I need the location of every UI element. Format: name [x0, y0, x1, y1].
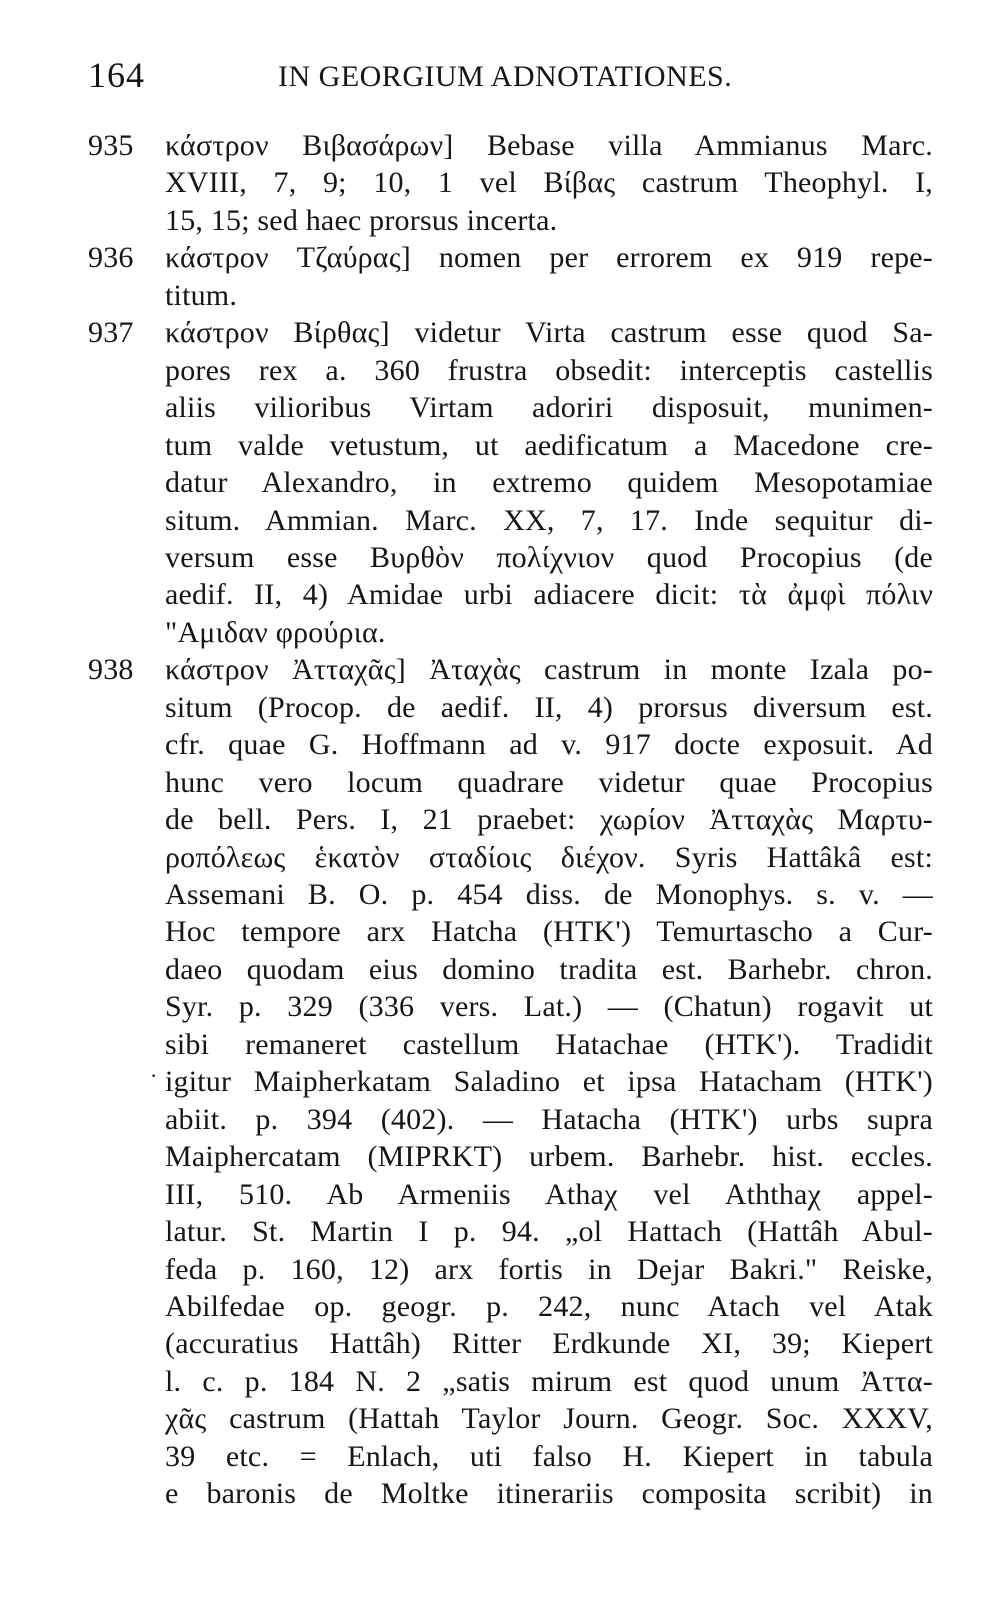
text-line	[165, 800, 933, 840]
entry-number: 935	[88, 129, 134, 162]
text-line	[165, 1175, 933, 1215]
text-line	[165, 763, 933, 803]
page-header	[88, 54, 748, 100]
entry-number: 936	[88, 241, 134, 274]
line-text: tum valde vetustum, ut aedificatum a Macedone cre-	[165, 429, 933, 462]
line-text: hunc vero locum quadrare videtur quae Procopius	[165, 766, 933, 799]
text-line	[165, 538, 933, 578]
line-text: κάστρον Tζαύρας] nomen per errorem ex 919 repe-	[165, 241, 933, 274]
line-text: de bell. Pers. I, 21 praebet: χωρίον Ἀτταχὰς Μαρτυ-	[165, 803, 933, 836]
text-line	[165, 1324, 933, 1364]
line-text: e baronis de Moltke itinerariis composita scribit) in	[165, 1477, 933, 1510]
line-text: Abilfedae op. geogr. p. 242, nunc Atach vel Atak	[165, 1290, 933, 1323]
text-line	[165, 201, 933, 241]
entry-first-line	[88, 650, 933, 690]
line-text: "Αμιδαν φρούρια.	[165, 616, 386, 649]
text-line	[165, 1362, 933, 1402]
line-text: situm (Procop. de aedif. II, 4) prorsus diversum est.	[165, 691, 933, 724]
entry-first-line	[88, 313, 933, 353]
line-text: κάστρον Bίρθας] videtur Virta castrum esse quod Sa-	[165, 316, 933, 349]
text-line	[165, 1137, 933, 1177]
line-text: feda p. 160, 12) arx fortis in Dejar Bakri." Reiske,	[165, 1253, 933, 1286]
line-text: XVIII, 7, 9; 10, 1 vel Bίβας castrum Theophyl. I,	[165, 166, 933, 199]
text-line	[165, 501, 933, 541]
line-text: aliis vilioribus Virtam adoriri disposuit, munimen-	[165, 391, 933, 424]
line-text: sibi remaneret castellum Hatachae (HTK'). Tradidit	[165, 1028, 933, 1061]
line-text: titum.	[165, 279, 238, 312]
text-line	[165, 1212, 933, 1252]
text-line	[165, 912, 933, 952]
text-line	[165, 725, 933, 765]
line-text: 15, 15; sed haec prorsus incerta.	[165, 204, 558, 237]
text-line	[165, 1025, 933, 1065]
text-line	[165, 388, 933, 428]
line-text: (accuratius Hattâh) Ritter Erdkunde XI, 39; Kiepert	[165, 1327, 933, 1360]
line-text: Hoc tempore arx Hatcha (HTK') Temurtascho a Cur-	[165, 915, 933, 948]
line-text: 39 etc. = Enlach, uti falso H. Kiepert in tabula	[165, 1440, 933, 1473]
line-text: l. c. p. 184 N. 2 „satis mirum est quod unum Ἀττα-	[165, 1365, 933, 1398]
line-text: ροπόλεως ἑκατὸν σταδίοις διέχον. Syris Hattâkâ est:	[165, 841, 933, 874]
line-text: latur. St. Martin I p. 94. „ol Hattach (Hattâh Abul-	[165, 1215, 933, 1248]
line-text: κάστρον Ἀτταχᾶς] Ἀταχὰς castrum in monte Izala po-	[165, 653, 933, 686]
text-line	[165, 1250, 933, 1290]
entry-first-line	[88, 126, 933, 166]
text-line	[165, 1474, 933, 1514]
line-text: κάστρον Βιβασάρων] Bebase villa Ammianus Marc.	[165, 129, 933, 162]
entry-first-line	[88, 238, 933, 278]
line-text: aedif. II, 4) Amidae urbi adiacere dicit: τὰ ἀμφὶ πόλιν	[165, 578, 933, 611]
text-line	[165, 838, 933, 878]
line-text: daeo quodam eius domino tradita est. Barhebr. chron.	[165, 953, 933, 986]
line-text: datur Alexandro, in extremo quidem Mesopotamiae	[165, 466, 933, 499]
text-line	[165, 1100, 933, 1140]
text-line	[165, 613, 933, 653]
line-text: Assemani B. O. p. 454 diss. de Monophys. s. v. —	[165, 878, 933, 911]
entry-number: 938	[88, 653, 134, 686]
text-line	[165, 1399, 933, 1439]
line-text: pores rex a. 360 frustra obsedit: interceptis castellis	[165, 354, 933, 387]
text-line	[165, 1062, 933, 1102]
text-line	[165, 1437, 933, 1477]
line-text: versum esse Bυρθὸν πολίχνιον quod Procopius (de	[165, 541, 933, 574]
text-line	[165, 463, 933, 503]
text-line	[165, 426, 933, 466]
line-text: Maiphercatam (MIPRKT) urbem. Barhebr. hist. eccles.	[165, 1140, 933, 1173]
text-line	[165, 688, 933, 728]
line-text: situm. Ammian. Marc. XX, 7, 17. Inde sequitur di-	[165, 504, 933, 537]
running-title: IN GEORGIUM ADNOTATIONES.	[278, 60, 733, 93]
text-line	[165, 163, 933, 203]
entry-number: 937	[88, 316, 134, 349]
line-text: cfr. quae G. Hoffmann ad v. 917 docte exposuit. Ad	[165, 728, 933, 761]
line-text: abiit. p. 394 (402). — Hatacha (HTK') urbs supra	[165, 1103, 933, 1136]
text-line	[165, 950, 933, 990]
line-text: χᾶς castrum (Hattah Taylor Journ. Geogr. Soc. XXXV,	[165, 1402, 933, 1435]
margin-dot: ·	[150, 1063, 158, 1088]
text-line	[165, 875, 933, 915]
page-number: 164	[88, 55, 145, 95]
text-line	[165, 575, 933, 615]
line-text: igitur Maipherkatam Saladino et ipsa Hatacham (HTK')	[165, 1065, 933, 1098]
line-text: III, 510. Ab Armeniis Athaχ vel Aththaχ appel-	[165, 1178, 933, 1211]
line-text: Syr. p. 329 (336 vers. Lat.) — (Chatun) rogavit ut	[165, 990, 933, 1023]
text-line	[165, 987, 933, 1027]
text-line	[165, 276, 933, 316]
text-line	[165, 1287, 933, 1327]
text-line	[165, 351, 933, 391]
